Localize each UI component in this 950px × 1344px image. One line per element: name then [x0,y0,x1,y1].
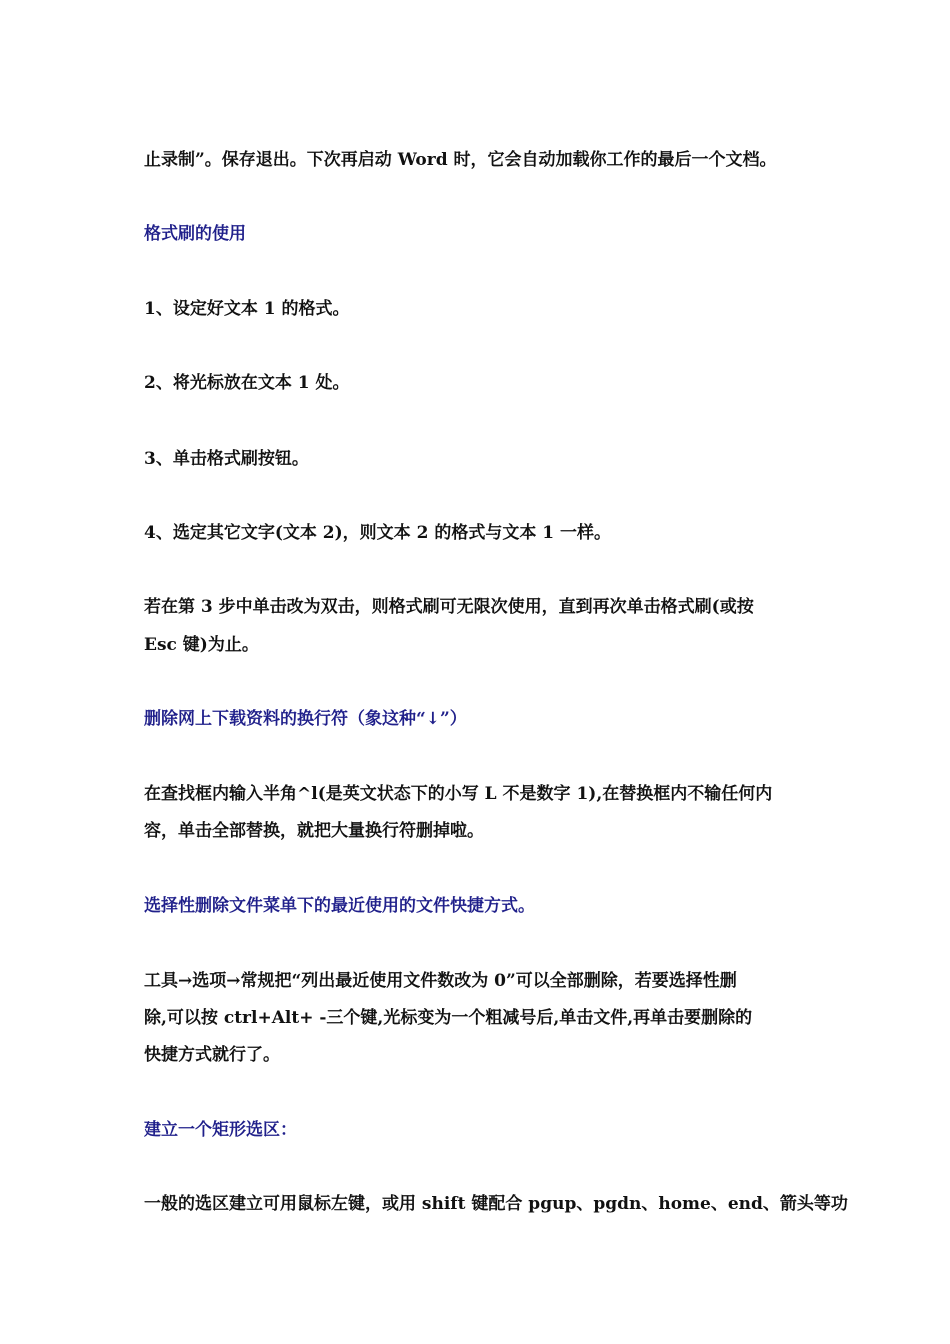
section-heading-rectangular-selection: 建立一个矩形选区： [144,1120,297,1140]
paragraph-line: 除,可以按 ctrl+Alt+ -三个键,光标变为一个粗减号后,单击文件,再单击要删除的 [144,1008,753,1028]
paragraph-line: 止录制”。保存退出。下次再启动 Word 时，它会自动加载你工作的最后一个文档。 [144,150,777,170]
paragraph-line: 容，单击全部替换，就把大量换行符删掉啦。 [144,821,484,841]
paragraph-line: 快捷方式就行了。 [144,1045,280,1065]
step-3-line: 3、单击格式刷按钮。 [144,449,309,469]
section-heading-delete-recent-files: 选择性删除文件菜单下的最近使用的文件快捷方式。 [144,896,535,916]
paragraph-line: 工具→选项→常规把“列出最近使用文件数改为 0”可以全部删除，若要选择性删 [144,971,737,991]
paragraph-line: 一般的选区建立可用鼠标左键，或用 shift 键配合 pgup、pgdn、home、end、箭头等功 [144,1194,848,1214]
step-1-line: 1、设定好文本 1 的格式。 [144,299,350,319]
step-4-line: 4、选定其它文字(文本 2)，则文本 2 的格式与文本 1 一样。 [144,523,611,543]
section-heading-remove-line-breaks: 删除网上下载资料的换行符（象这种“↓”） [144,709,467,729]
paragraph-line: 若在第 3 步中单击改为双击，则格式刷可无限次使用，直到再次单击格式刷(或按 [144,597,754,617]
paragraph-line: 在查找框内输入半角^l(是英文状态下的小写 L 不是数字 1),在替换框内不输任何内 [144,784,773,804]
section-heading-format-painter: 格式刷的使用 [144,224,246,244]
step-2-line: 2、将光标放在文本 1 处。 [144,373,350,393]
paragraph-line: Esc 键)为止。 [144,635,259,655]
